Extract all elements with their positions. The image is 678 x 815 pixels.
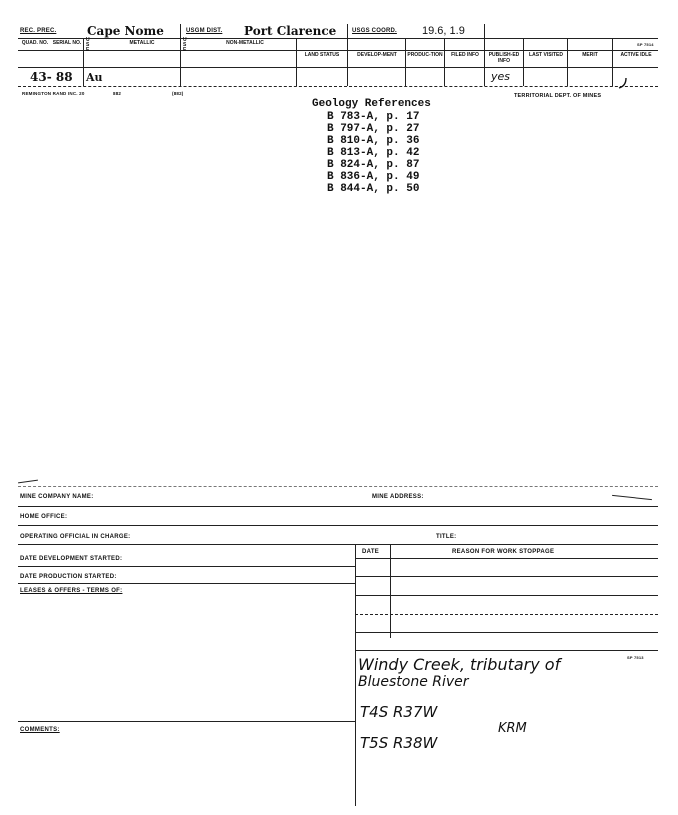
imprint-paren: (882) [172, 91, 184, 96]
rec-prec-value: Cape Nome [87, 24, 164, 38]
form-number-bottom: SP 7513 [627, 655, 644, 660]
form-number-top: SP 7514 [637, 42, 654, 47]
stoppage-date-header: DATE [362, 549, 380, 555]
initials: KRM [498, 721, 527, 736]
col-divider [484, 24, 485, 86]
imprint-right: TERRITORIAL DEPT. OF MINES [514, 93, 602, 99]
form-rule [18, 721, 355, 722]
col-divider [83, 38, 84, 86]
form-rule [18, 583, 355, 584]
col-use-right: U S E [183, 37, 187, 53]
imprint-code: 882 [113, 91, 122, 96]
col-divider [567, 38, 568, 86]
col-metallic: METALLIC [129, 40, 155, 46]
mine-company-name-label: MINE COMPANY NAME: [20, 494, 94, 500]
usgm-dist-label: USGM DIST. [186, 28, 223, 34]
form-rule [18, 525, 658, 526]
references-title: Geology References [312, 98, 431, 110]
col-divider [180, 24, 181, 86]
col-divider [444, 38, 445, 86]
mine-address-label: MINE ADDRESS: [372, 494, 424, 500]
col-quad-no: QUAD. NO. [21, 40, 49, 46]
fold-mark [18, 480, 38, 484]
stoppage-rule [355, 650, 658, 651]
leases-label: LEASES & OFFERS - TERMS OF: [20, 588, 123, 594]
date-development-label: DATE DEVELOPMENT STARTED: [20, 556, 123, 562]
col-divider [347, 24, 348, 86]
metallic-value: Au [86, 71, 103, 84]
col-divider [296, 38, 297, 86]
col-published-info: PUBLISH-ED INFO [488, 52, 520, 64]
fold-mark [612, 495, 652, 500]
form-rule [18, 544, 658, 545]
col-land-status: LAND STATUS [304, 52, 340, 58]
usgm-dist-value: Port Clarence [244, 24, 337, 38]
reference-item: B 844-A, p. 50 [327, 183, 420, 195]
imprint-left: REMINGTON RAND INC. 20 [22, 91, 85, 96]
col-serial-no: SERIAL NO. [52, 40, 82, 46]
title-label: TITLE: [436, 534, 457, 540]
col-use-left: U S E [86, 37, 90, 53]
reference-item: B 813-A, p. 42 [327, 147, 420, 159]
location-line-2: Bluestone River [358, 674, 469, 690]
township-2: T5S R38W [360, 734, 438, 752]
stoppage-reason-header: REASON FOR WORK STOPPAGE [452, 549, 555, 555]
stoppage-rule [355, 595, 658, 596]
fold-line [18, 486, 658, 487]
header-rule-1 [18, 38, 658, 39]
location-line-1: Windy Creek, tributary of [358, 655, 561, 674]
form-vertical-divider [355, 544, 356, 806]
col-development: DEVELOP-MENT [357, 52, 397, 58]
reference-item: B 824-A, p. 87 [327, 159, 420, 171]
reference-item: B 836-A, p. 49 [327, 171, 420, 183]
header-rule-4 [18, 86, 658, 87]
comments-label: COMMENTS: [20, 727, 60, 733]
reference-item: B 797-A, p. 27 [327, 123, 420, 135]
stoppage-rule [355, 614, 658, 615]
stoppage-rule [355, 576, 658, 577]
header-rule-2 [18, 50, 658, 51]
form-rule [18, 566, 355, 567]
reference-item: B 783-A, p. 17 [327, 111, 420, 123]
township-1: T4S R37W [360, 703, 438, 721]
col-last-visited: LAST VISITED [529, 52, 563, 58]
published-info-value: yes [491, 70, 511, 83]
stoppage-rule [355, 558, 658, 559]
quad-serial-value: 43- 88 [30, 70, 73, 84]
col-merit: MERIT [582, 52, 598, 58]
col-divider [523, 38, 524, 86]
operating-official-label: OPERATING OFFICIAL IN CHARGE: [20, 534, 131, 540]
home-office-label: HOME OFFICE: [20, 514, 68, 520]
usgs-coord-label: USGS COORD. [352, 28, 397, 34]
col-active-idle: ACTIVE IDLE [620, 52, 652, 58]
rec-prec-label: REC. PREC. [20, 28, 57, 34]
form-rule [18, 506, 658, 507]
header-rule-3 [18, 67, 658, 68]
col-filed-info: FILED INFO [451, 52, 479, 58]
col-non-metallic: NON-METALLIC [226, 40, 264, 46]
reference-item: B 810-A, p. 36 [327, 135, 420, 147]
col-divider [405, 38, 406, 86]
col-production: PRODUC-TION [407, 52, 443, 58]
active-check-mark [616, 76, 630, 90]
col-divider [612, 38, 613, 86]
stoppage-rule [355, 632, 658, 633]
date-production-label: DATE PRODUCTION STARTED: [20, 574, 117, 580]
usgs-coord-value: 19.6, 1.9 [422, 25, 465, 37]
